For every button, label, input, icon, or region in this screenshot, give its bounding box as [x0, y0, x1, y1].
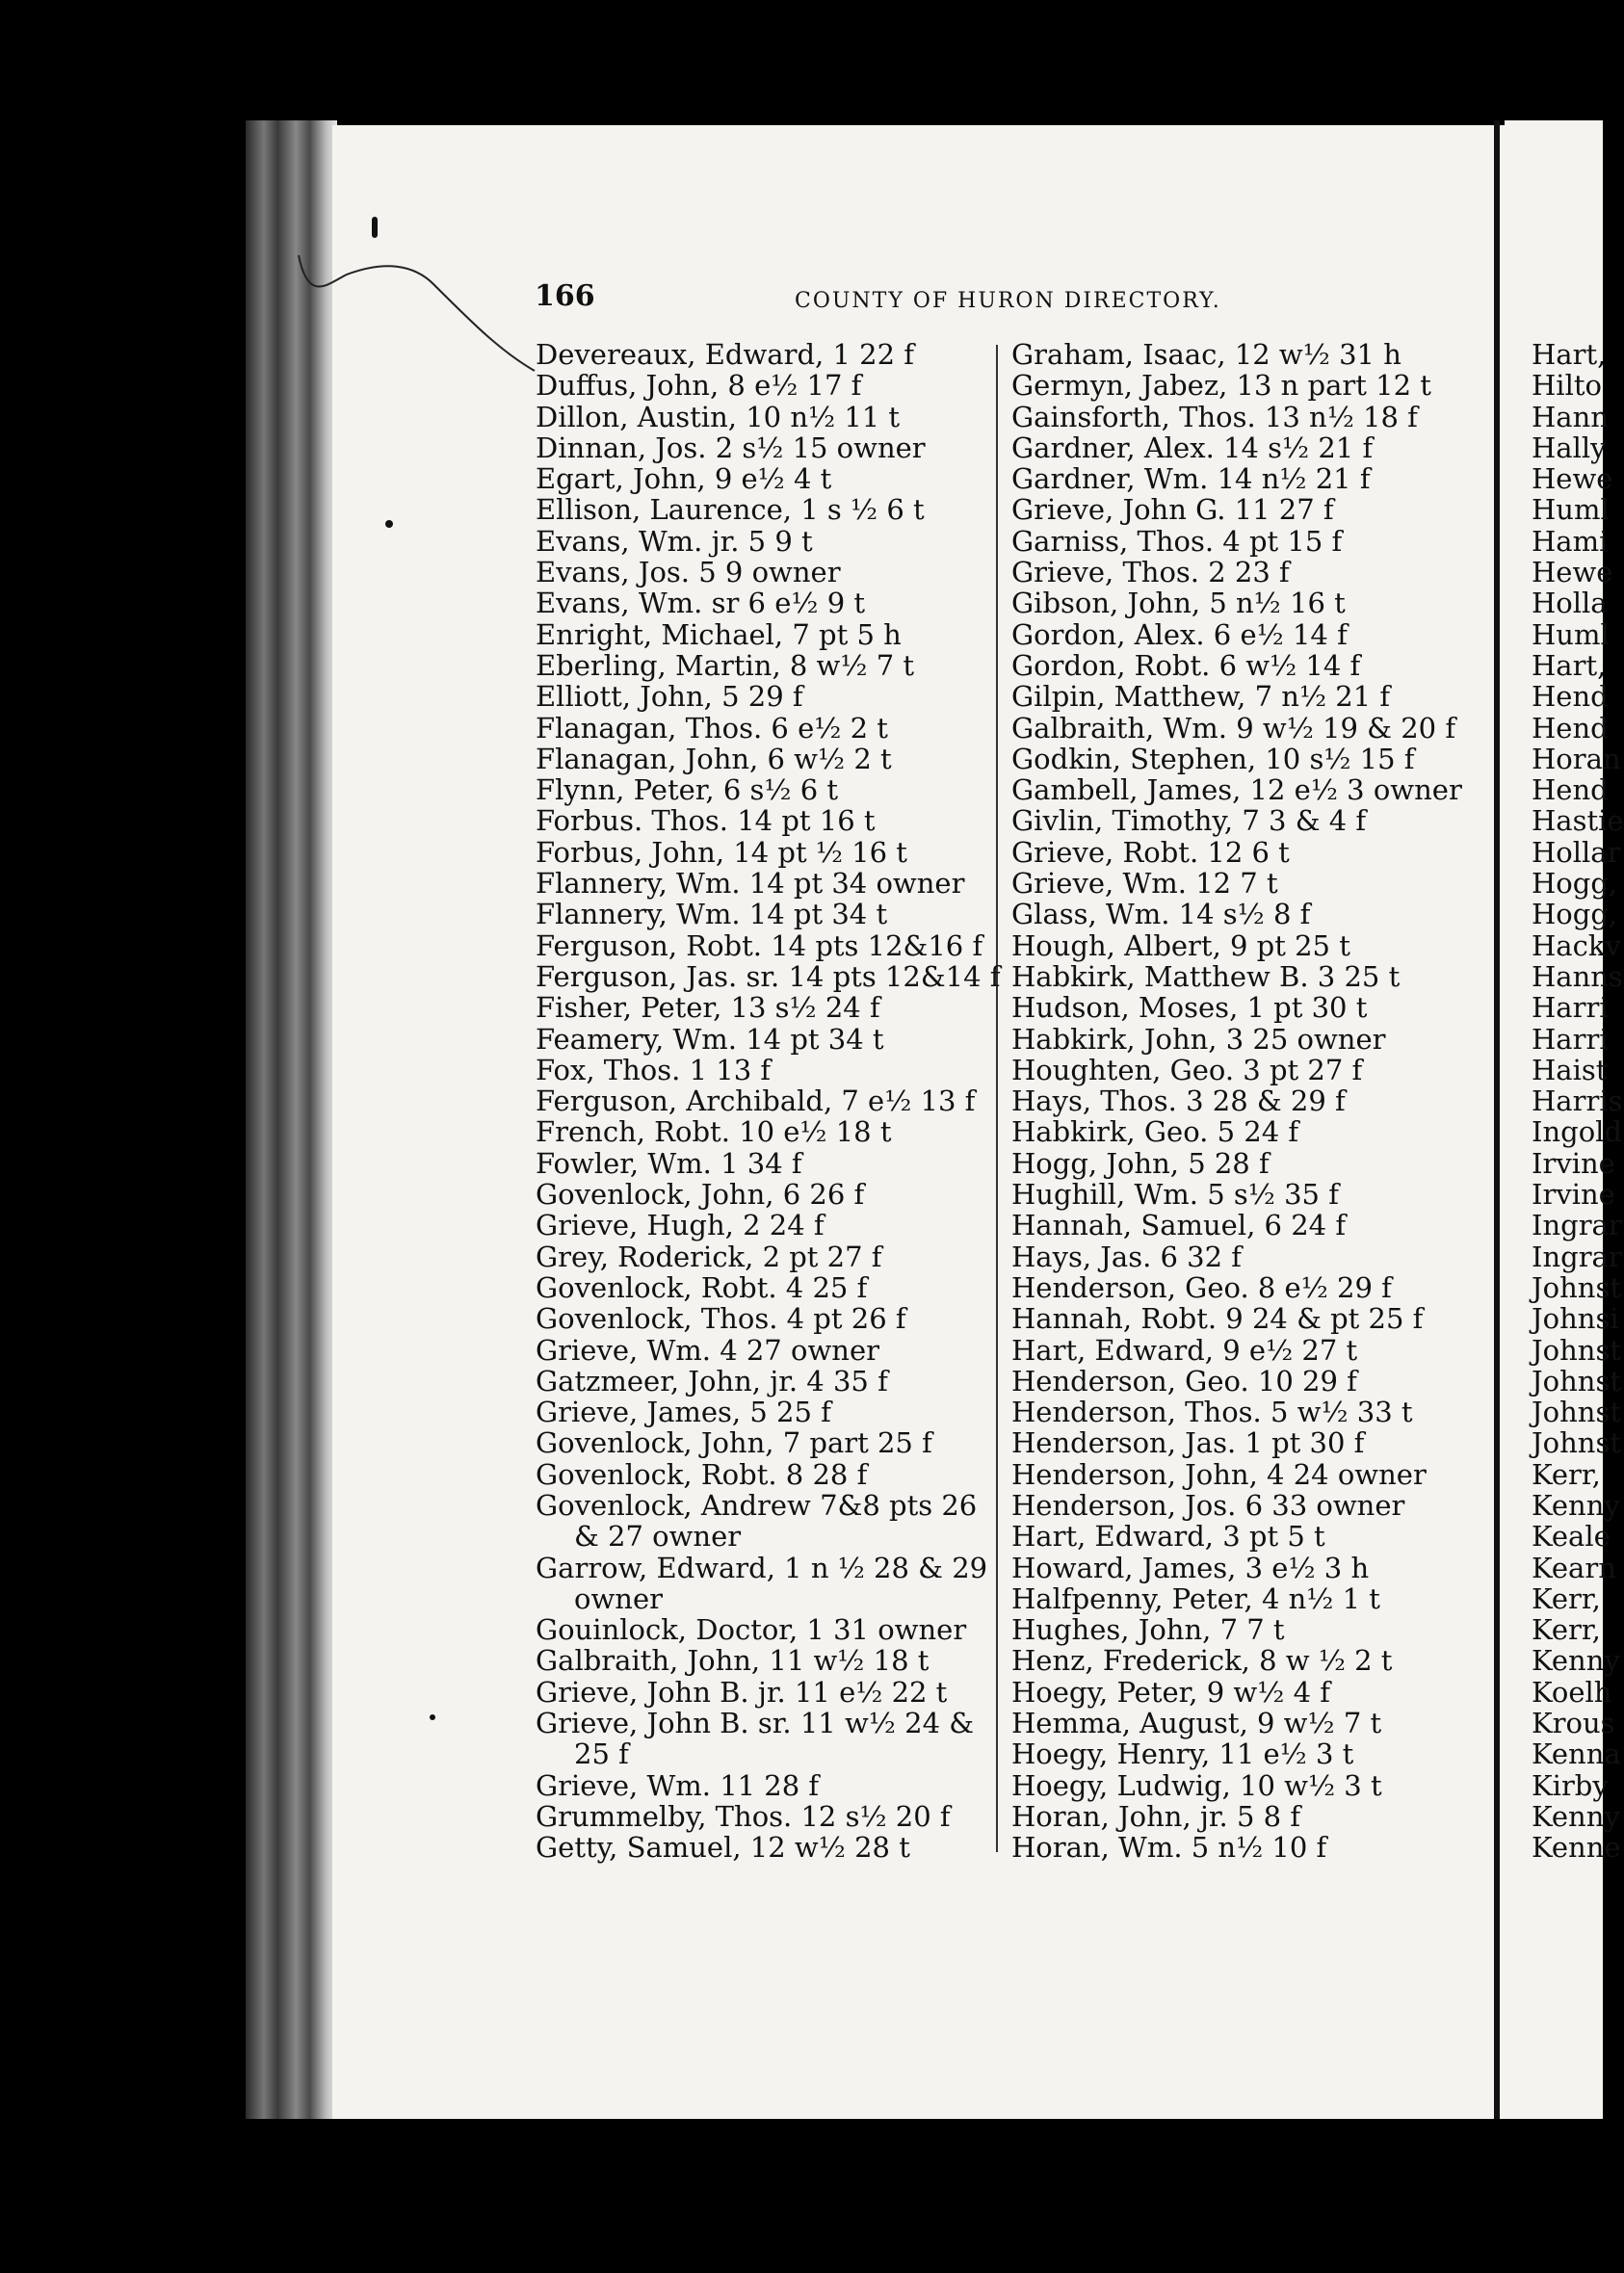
directory-entry: Houghten, Geo. 3 pt 27 f [1011, 1053, 1363, 1086]
directory-entry: Grieve, Robt. 12 6 t [1011, 835, 1290, 869]
directory-entry: Gordon, Robt. 6 w½ 14 f [1011, 648, 1361, 682]
directory-entry: Hogg, [1532, 867, 1618, 901]
directory-entry: Kenny [1532, 1644, 1620, 1678]
directory-entry: Henderson, Geo. 8 e½ 29 f [1011, 1270, 1392, 1304]
directory-entry: Egart, John, 9 e½ 4 t [536, 462, 832, 496]
directory-entry: Hart, Edward, 9 e½ 27 t [1011, 1333, 1358, 1367]
directory-entry: Hewe [1532, 556, 1613, 589]
directory-entry: Krous [1532, 1707, 1615, 1740]
directory-entry: Feamery, Wm. 14 pt 34 t [536, 1022, 884, 1056]
directory-entry: Elliott, John, 5 29 f [536, 680, 803, 714]
directory-entry: Kerr, [1532, 1613, 1601, 1647]
directory-entry: & 27 owner [574, 1520, 742, 1554]
directory-entry: Habkirk, Matthew B. 3 25 t [1011, 959, 1401, 993]
page-number: 166 [535, 279, 595, 313]
directory-entry: Galbraith, John, 11 w½ 18 t [536, 1644, 930, 1678]
directory-entry: Galbraith, Wm. 9 w½ 19 & 20 f [1011, 711, 1456, 745]
directory-entry: Irvine [1532, 1146, 1615, 1180]
directory-entry: Hays, Jas. 6 32 f [1011, 1240, 1243, 1273]
directory-entry: Harri [1532, 991, 1609, 1025]
directory-entry: Flanagan, John, 6 w½ 2 t [536, 742, 892, 775]
directory-entry: Gordon, Alex. 6 e½ 14 f [1011, 617, 1348, 651]
directory-entry: Henderson, Thos. 5 w½ 33 t [1011, 1396, 1413, 1429]
directory-entry: Ferguson, Robt. 14 pts 12&16 f [536, 928, 983, 962]
directory-entry: Gilpin, Matthew, 7 n½ 21 f [1011, 680, 1391, 714]
directory-entry: Ferguson, Archibald, 7 e½ 13 f [536, 1084, 976, 1118]
directory-entry: Hann [1532, 400, 1609, 433]
directory-entry: Henderson, Jas. 1 pt 30 f [1011, 1426, 1365, 1460]
directory-entry: Johnst [1532, 1396, 1621, 1429]
directory-entry: Govenlock, John, 7 part 25 f [536, 1426, 932, 1460]
directory-entry: Irvine [1532, 1178, 1615, 1212]
directory-entry: Govenlock, Robt. 4 25 f [536, 1270, 868, 1304]
directory-entry: Horan, John, jr. 5 8 f [1011, 1799, 1301, 1833]
directory-entry: Glass, Wm. 14 s½ 8 f [1011, 898, 1311, 931]
directory-entry: Horan, Wm. 5 n½ 10 f [1011, 1831, 1327, 1865]
directory-entry: Hughill, Wm. 5 s½ 35 f [1011, 1178, 1339, 1212]
directory-entry: Haist [1532, 1053, 1608, 1086]
bottom-shadow [246, 2119, 1603, 2140]
directory-entry: Kenne [1532, 1831, 1621, 1865]
directory-entry: Harri [1532, 1022, 1609, 1056]
directory-entry: Gardner, Alex. 14 s½ 21 f [1011, 431, 1374, 464]
directory-entry: Devereaux, Edward, 1 22 f [536, 338, 914, 371]
directory-entry: Johnst [1532, 1270, 1621, 1304]
directory-entry: Getty, Samuel, 12 w½ 28 t [536, 1831, 910, 1865]
directory-entry: Hend [1532, 773, 1609, 807]
directory-entry: Govenlock, Robt. 8 28 f [536, 1457, 868, 1491]
directory-entry: Gibson, John, 5 n½ 16 t [1011, 587, 1346, 620]
directory-entry: Hudson, Moses, 1 pt 30 t [1011, 991, 1368, 1025]
directory-entry: Harris [1532, 1084, 1623, 1118]
directory-entry: Hami [1532, 524, 1609, 558]
directory-entry: Garniss, Thos. 4 pt 15 f [1011, 524, 1343, 558]
directory-entry: Eberling, Martin, 8 w½ 7 t [536, 648, 915, 682]
directory-entry: Grieve, James, 5 25 f [536, 1396, 831, 1429]
directory-entry: Hoegy, Ludwig, 10 w½ 3 t [1011, 1768, 1382, 1802]
directory-entry: Habkirk, Geo. 5 24 f [1011, 1115, 1299, 1149]
book-page-edge [246, 120, 337, 2124]
page-header [535, 279, 1401, 327]
directory-entry: Ingrar [1532, 1209, 1622, 1242]
directory-entry: Evans, Wm. jr. 5 9 t [536, 524, 813, 558]
directory-entry: Dillon, Austin, 10 n½ 11 t [536, 400, 901, 433]
directory-entry: Fisher, Peter, 13 s½ 24 f [536, 991, 880, 1025]
directory-entry: Ingrar [1532, 1240, 1622, 1273]
directory-entry: French, Robt. 10 e½ 18 t [536, 1115, 892, 1149]
directory-entry: Hoegy, Peter, 9 w½ 4 f [1011, 1675, 1330, 1709]
directory-entry: Horan [1532, 742, 1621, 775]
directory-entry: Garrow, Edward, 1 n ½ 28 & 29 [536, 1551, 988, 1584]
directory-entry: Hough, Albert, 9 pt 25 t [1011, 928, 1350, 962]
directory-entry: 25 f [574, 1737, 629, 1771]
directory-entry: Flanagan, Thos. 6 e½ 2 t [536, 711, 888, 745]
directory-entry: Hogg, [1532, 898, 1618, 931]
directory-entry: Hart, Edward, 3 pt 5 t [1011, 1520, 1325, 1554]
directory-entry: Gatzmeer, John, jr. 4 35 f [536, 1364, 888, 1398]
directory-entry: Habkirk, John, 3 25 owner [1011, 1022, 1386, 1056]
directory-entry: Dinnan, Jos. 2 s½ 15 owner [536, 431, 926, 464]
ink-dot [385, 520, 393, 528]
directory-entry: Kirby [1532, 1768, 1609, 1802]
directory-entry: Kenny [1532, 1488, 1620, 1522]
directory-entry: Kearn [1532, 1551, 1616, 1584]
directory-entry: Godkin, Stephen, 10 s½ 15 f [1011, 742, 1415, 775]
facing-page-column [1532, 338, 1624, 1865]
directory-entry: Flynn, Peter, 6 s½ 6 t [536, 773, 839, 807]
directory-entry: Hart, [1532, 338, 1607, 371]
directory-entry: Hart, [1532, 648, 1607, 682]
directory-entry: Grieve, Wm. 11 28 f [536, 1768, 820, 1802]
directory-entry: Ingold [1532, 1115, 1622, 1149]
directory-entry: Hemma, August, 9 w½ 7 t [1011, 1707, 1382, 1740]
directory-entry: Hend [1532, 711, 1609, 745]
directory-entry: Enright, Michael, 7 pt 5 h [536, 617, 902, 651]
directory-entry: Grieve, John G. 11 27 f [1011, 493, 1334, 527]
directory-entry: owner [574, 1581, 663, 1615]
directory-entry: Hackv [1532, 928, 1621, 962]
directory-entry: Flannery, Wm. 14 pt 34 t [536, 898, 888, 931]
directory-entry: Gambell, James, 12 e½ 3 owner [1011, 773, 1462, 807]
directory-entry: Gouinlock, Doctor, 1 31 owner [536, 1613, 967, 1647]
directory-entry: Ferguson, Jas. sr. 14 pts 12&14 f [536, 959, 1001, 993]
pen-mark-curve [289, 246, 539, 380]
directory-entry: Hilto [1532, 369, 1602, 403]
directory-entry: Govenlock, Andrew 7&8 pts 26 [536, 1488, 978, 1522]
directory-entry: Grieve, Wm. 4 27 owner [536, 1333, 879, 1367]
directory-entry: Keale [1532, 1520, 1611, 1554]
directory-entry: Holla [1532, 587, 1608, 620]
directory-entry: Gardner, Wm. 14 n½ 21 f [1011, 462, 1371, 496]
page-gutter [1494, 120, 1500, 2124]
directory-entry: Howard, James, 3 e½ 3 h [1011, 1551, 1370, 1584]
directory-entry: Germyn, Jabez, 13 n part 12 t [1011, 369, 1431, 403]
directory-entry: Hewe [1532, 462, 1613, 496]
directory-entry: Henderson, Jos. 6 33 owner [1011, 1488, 1405, 1522]
directory-entry: Grieve, Thos. 2 23 f [1011, 556, 1290, 589]
directory-entry: Hanns [1532, 959, 1623, 993]
directory-entry: Huml [1532, 617, 1610, 651]
directory-entry: Hogg, John, 5 28 f [1011, 1146, 1270, 1180]
directory-entry: Gainsforth, Thos. 13 n½ 18 f [1011, 400, 1418, 433]
directory-entry: Givlin, Timothy, 7 3 & 4 f [1011, 804, 1367, 838]
directory-entry: Koelh [1532, 1675, 1612, 1709]
directory-entry: Ellison, Laurence, 1 s ½ 6 t [536, 493, 925, 527]
directory-entry: Henz, Frederick, 8 w ½ 2 t [1011, 1644, 1393, 1678]
directory-entry: Govenlock, Thos. 4 pt 26 f [536, 1302, 906, 1336]
directory-entry: Henderson, Geo. 10 29 f [1011, 1364, 1357, 1398]
directory-entry: Hays, Thos. 3 28 & 29 f [1011, 1084, 1346, 1118]
directory-entry: Kenna [1532, 1737, 1621, 1771]
directory-entry: Hoegy, Henry, 11 e½ 3 t [1011, 1737, 1354, 1771]
directory-entry: Forbus, John, 14 pt ½ 16 t [536, 835, 907, 869]
directory-entry: Govenlock, John, 6 26 f [536, 1178, 865, 1212]
directory-entry: Duffus, John, 8 e½ 17 f [536, 369, 862, 403]
directory-entry: Evans, Wm. sr 6 e½ 9 t [536, 587, 866, 620]
running-head: COUNTY OF HURON DIRECTORY. [795, 289, 1221, 313]
directory-column-left [536, 339, 1001, 1864]
directory-entry: Henderson, John, 4 24 owner [1011, 1457, 1427, 1491]
directory-entry: Hollar [1532, 835, 1621, 869]
directory-entry: Flannery, Wm. 14 pt 34 owner [536, 867, 965, 901]
directory-entry: Grummelby, Thos. 12 s½ 20 f [536, 1799, 951, 1833]
directory-entry: Grey, Roderick, 2 pt 27 f [536, 1240, 882, 1273]
directory-entry: Kerr, [1532, 1457, 1601, 1491]
directory-entry: Graham, Isaac, 12 w½ 31 h [1011, 338, 1401, 371]
directory-entry: Johnst [1532, 1426, 1621, 1460]
directory-entry: Hannah, Robt. 9 24 & pt 25 f [1011, 1302, 1424, 1336]
ink-mark [372, 217, 378, 238]
directory-entry: Kenny [1532, 1799, 1620, 1833]
directory-entry: Grieve, John B. sr. 11 w½ 24 & [536, 1707, 975, 1740]
directory-entry: Grieve, Wm. 12 7 t [1011, 867, 1278, 901]
directory-entry: Forbus. Thos. 14 pt 16 t [536, 804, 876, 838]
directory-entry: Evans, Jos. 5 9 owner [536, 556, 841, 589]
directory-entry: Kerr, [1532, 1581, 1601, 1615]
directory-entry: Hally [1532, 431, 1607, 464]
directory-entry: Johnsi [1532, 1302, 1619, 1336]
directory-entry: Hastie [1532, 804, 1624, 838]
directory-entry: Hughes, John, 7 7 t [1011, 1613, 1285, 1647]
directory-entry: Huml [1532, 493, 1610, 527]
directory-column-right [1011, 339, 1462, 1864]
ink-dot [430, 1714, 435, 1720]
directory-entry: Fowler, Wm. 1 34 f [536, 1146, 802, 1180]
directory-entry: Grieve, Hugh, 2 24 f [536, 1209, 825, 1242]
directory-entry: Johnst [1532, 1333, 1621, 1367]
directory-entry: Hend [1532, 680, 1609, 714]
directory-entry: Johnst [1532, 1364, 1621, 1398]
directory-entry: Halfpenny, Peter, 4 n½ 1 t [1011, 1581, 1380, 1615]
directory-entry: Fox, Thos. 1 13 f [536, 1053, 772, 1086]
directory-entry: Hannah, Samuel, 6 24 f [1011, 1209, 1347, 1242]
directory-entry: Grieve, John B. jr. 11 e½ 22 t [536, 1675, 948, 1709]
